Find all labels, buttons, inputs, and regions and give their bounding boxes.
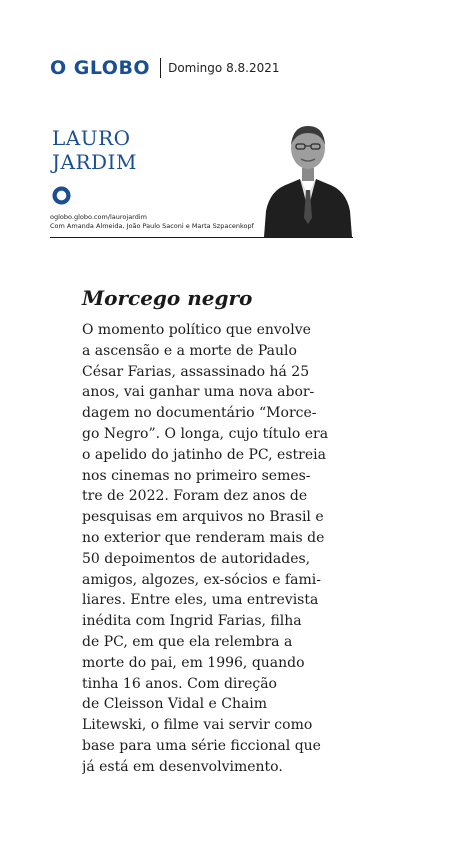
body-line: anos, vai ganhar uma nova abor- (82, 384, 315, 401)
body-line: tre de 2022. Foram dez anos de (82, 488, 308, 505)
body-line: no exterior que renderam mais de (82, 529, 325, 546)
column-name-first: LAURO (52, 126, 131, 150)
body-line: liares. Entre eles, uma entrevista (82, 592, 319, 609)
body-line: já está em desenvolvimento. (82, 758, 283, 775)
article-body (82, 320, 347, 778)
column-url: oglobo.globo.com/laurojardim (50, 213, 148, 221)
body-line: Litewski, o filme vai servir como (82, 717, 313, 734)
body-line: dagem no documentário “Morce- (82, 405, 317, 422)
body-line: a ascensão e a morte de Paulo (82, 342, 297, 359)
body-line: tinha 16 anos. Com direção (82, 675, 277, 692)
body-line: amigos, algozes, ex-sócios e fami- (82, 571, 321, 588)
header-rule (50, 237, 353, 238)
body-line: morte do pai, em 1996, quando (82, 654, 305, 671)
body-line: de PC, em que ela relembra a (82, 633, 293, 650)
body-line: pesquisas em arquivos no Brasil e (82, 509, 324, 526)
body-line: go Negro”. O longa, cujo título era (82, 425, 329, 442)
body-line: 50 depoimentos de autoridades, (82, 550, 311, 567)
body-line: nos cinemas no primeiro semes- (82, 467, 311, 484)
column-name-last: JARDIM (52, 150, 137, 174)
globo-ring-icon (52, 186, 71, 205)
column-name (52, 126, 212, 174)
masthead (50, 56, 280, 80)
o-globo-logo: O GLOBO (50, 57, 151, 79)
body-line: de Cleisson Vidal e Chaim (82, 696, 268, 713)
body-line: inédita com Ingrid Farias, filha (82, 613, 302, 630)
masthead-divider (160, 58, 161, 78)
body-line: o apelido do jatinho de PC, estreia (82, 446, 326, 463)
article-headline: Morcego negro (82, 286, 253, 310)
body-line: O momento político que envolve (82, 322, 311, 338)
contributors-line: Com Amanda Almeida, João Paulo Saconi e Marta Szpacenkopf (50, 222, 254, 230)
body-line: base para uma série ficcional que (82, 737, 321, 754)
body-line: César Farias, assassinado há 25 (82, 363, 310, 380)
edition-date: Domingo 8.8.2021 (168, 61, 280, 75)
columnist-photo (262, 118, 354, 237)
